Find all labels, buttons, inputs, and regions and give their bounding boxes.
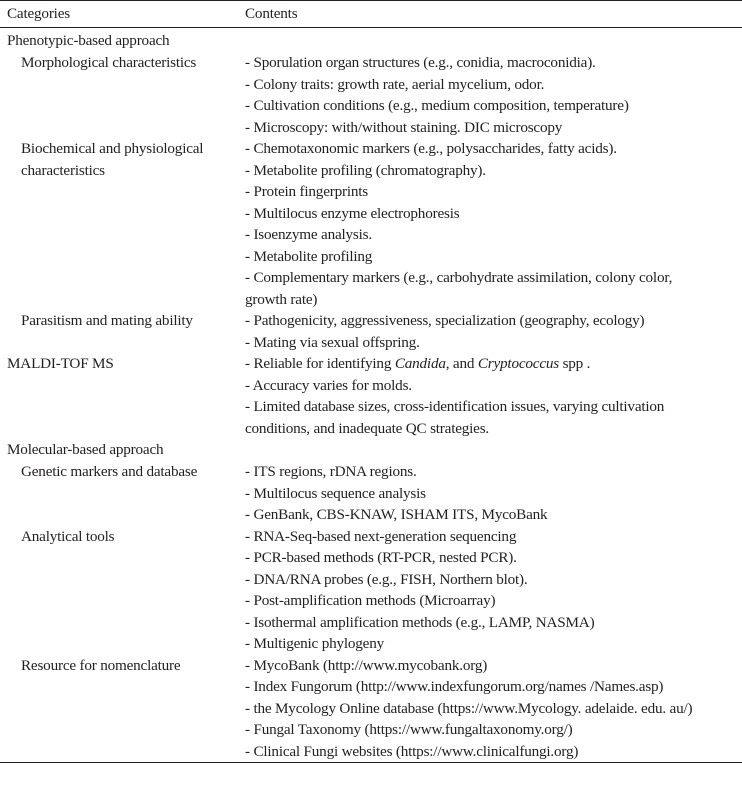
content-line: - Complementary markers (e.g., carbohydrate assimilation, colony color, — [245, 269, 673, 287]
content-line: - Fungal Taxonomy (https://www.fungaltaxonomy.org/) — [245, 721, 573, 739]
contents-cell — [245, 655, 742, 763]
header-contents: Contents — [245, 5, 298, 23]
category-cell: Analytical tools — [21, 527, 115, 545]
section-heading: Molecular-based approach — [7, 441, 164, 459]
genus-name: Candida — [394, 355, 446, 373]
table-row — [0, 353, 742, 439]
table-row — [0, 655, 742, 763]
content-line: - Cultivation conditions (e.g., medium composition, temperature) — [245, 97, 629, 115]
table-row — [0, 526, 742, 655]
genus-name: Cryptococcus — [477, 355, 559, 373]
content-line: - PCR-based methods (RT-PCR, nested PCR). — [245, 549, 517, 567]
content-line: - Accuracy varies for molds. — [245, 376, 412, 394]
category-cell: Genetic markers and database — [21, 463, 198, 481]
line-text: spp . — [558, 355, 591, 373]
category-cell: Resource for nomenclature — [21, 656, 181, 674]
contents-cell — [245, 52, 742, 138]
section-heading: Phenotypic-based approach — [7, 32, 170, 50]
bottom-rule — [0, 762, 742, 763]
content-line: - Microscopy: with/without staining. DIC microscopy — [245, 118, 563, 136]
table-row — [0, 310, 742, 353]
table-row — [0, 52, 742, 138]
content-line: - Chemotaxonomic markers (e.g., polysaccharides, fatty acids). — [245, 140, 617, 158]
content-line: - Index Fungorum (http://www.indexfungorum.org/names /Names.asp) — [245, 678, 664, 696]
content-line: - Protein fingerprints — [245, 183, 368, 201]
content-line: - GenBank, CBS-KNAW, ISHAM ITS, MycoBank — [245, 506, 548, 524]
content-line: - Clinical Fungi websites (https://www.clinicalfungi.org) — [245, 742, 579, 760]
content-line: - DNA/RNA probes (e.g., FISH, Northern blot). — [245, 570, 528, 588]
contents-cell — [245, 353, 742, 439]
contents-cell — [245, 310, 742, 353]
category-cell: Biochemical and physiological characteristics — [21, 140, 204, 180]
contents-cell — [245, 526, 742, 655]
content-line: - Mating via sexual offspring. — [245, 333, 420, 351]
table-row — [0, 461, 742, 526]
content-line: - Multigenic phylogeny — [245, 635, 385, 653]
contents-cell — [245, 461, 742, 526]
content-line: - the Mycology Online database (https://www.Mycology. adelaide. edu. au/) — [245, 699, 693, 717]
content-line: conditions, and inadequate QC strategies. — [245, 419, 490, 437]
content-line: growth rate) — [245, 290, 318, 308]
table-row — [0, 138, 742, 310]
line-text: , and — [445, 355, 478, 373]
content-line: - Isoenzyme analysis. — [245, 226, 372, 244]
header-categories: Categories — [7, 5, 70, 23]
content-line: - Isothermal amplification methods (e.g., LAMP, NASMA) — [245, 613, 595, 631]
content-line: - MycoBank (http://www.mycobank.org) — [245, 656, 488, 674]
contents-cell — [245, 138, 742, 310]
content-line: - Colony traits: growth rate, aerial mycelium, odor. — [245, 75, 545, 93]
table-header — [0, 1, 742, 27]
category-cell: Morphological characteristics — [21, 54, 197, 72]
content-line: - Multilocus sequence analysis — [245, 484, 426, 502]
content-line: - Post-amplification methods (Microarray) — [245, 592, 496, 610]
line-text: - Reliable for identifying — [245, 355, 395, 373]
content-line: - RNA-Seq-based next-generation sequencing — [245, 527, 517, 545]
content-line: - Metabolite profiling (chromatography). — [245, 161, 486, 179]
content-line: - Sporulation organ structures (e.g., conidia, macroconidia). — [245, 54, 596, 72]
content-line: - Pathogenicity, aggressiveness, specialization (geography, ecology) — [245, 312, 645, 330]
content-line: - Limited database sizes, cross-identification issues, varying cultivation — [245, 398, 665, 416]
table-row — [0, 30, 742, 52]
content-line: - ITS regions, rDNA regions. — [245, 463, 417, 481]
content-line: - Multilocus enzyme electrophoresis — [245, 204, 460, 222]
content-line: - Metabolite profiling — [245, 247, 373, 265]
category-cell: Parasitism and mating ability — [21, 312, 193, 330]
category-cell: MALDI-TOF MS — [7, 355, 114, 373]
table-body — [0, 28, 742, 762]
table-row — [0, 439, 742, 461]
content-line — [245, 353, 742, 375]
